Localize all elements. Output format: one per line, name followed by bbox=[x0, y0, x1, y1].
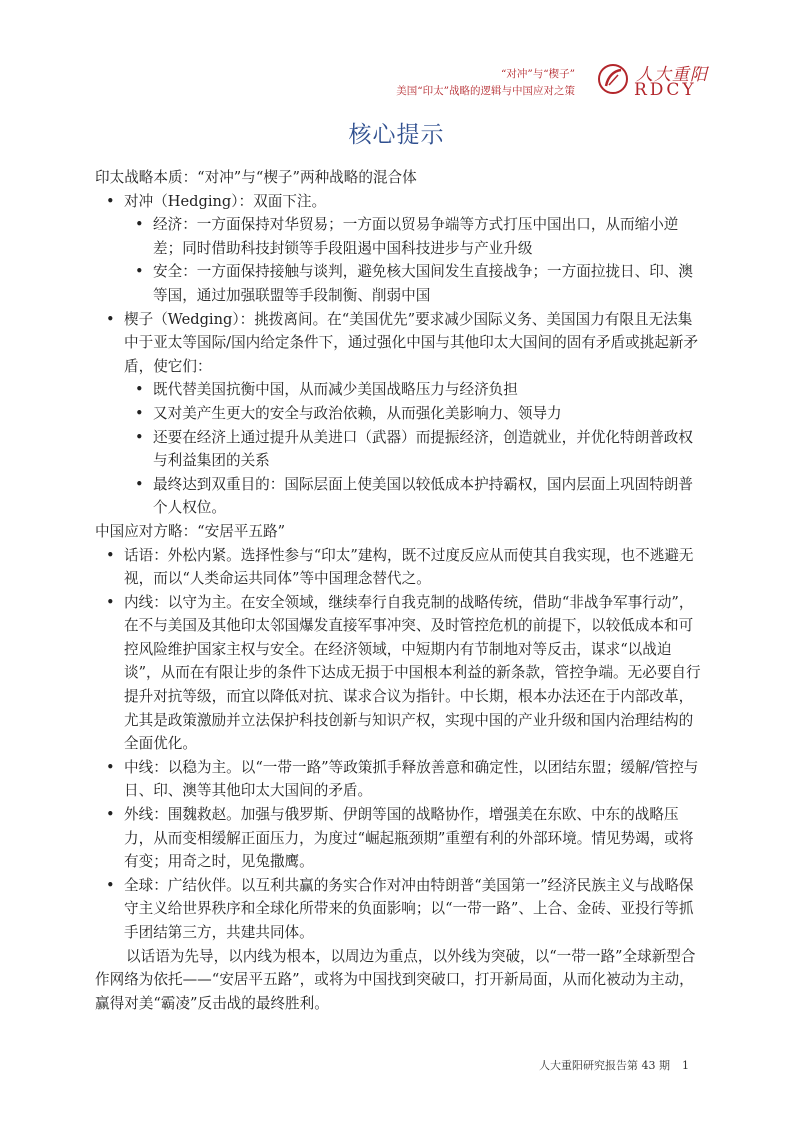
section-heading-response: 中国应对方略：“安居平五路” bbox=[95, 522, 286, 540]
sub-bullet-wedging-4: • 最终达到双重目的：国际层面上使美国以较低成本护持霸权，国内层面上巩固特朗普个人权位。 bbox=[95, 473, 705, 520]
sub-bullet-security: • 安全：一方面保持接触与谈判，避免核大国间发生直接战争；一方面拉拢日、印、澳等国，通过加强联盟等手段制衡、削弱中国 bbox=[95, 260, 705, 307]
sub-bullet-wedging-1: • 既代替美国抗衡中国，从而减少美国战略压力与经济负担 bbox=[95, 378, 705, 402]
page-number: 1 bbox=[682, 1059, 689, 1072]
rdcy-logo bbox=[596, 60, 708, 100]
bullet-wedging: • 楔子（Wedging）：挑拨离间。在“美国优先”要求减少国际义务、美国国力有限且无法集中于亚太等国际/国内给定条件下，通过强化中国与其他印太大国间的固有矛盾或挑起新矛盾，使它们： bbox=[95, 308, 705, 379]
document-body bbox=[95, 166, 705, 1015]
page-footer bbox=[539, 1057, 689, 1073]
rdcy-emblem-icon bbox=[596, 62, 630, 96]
bullet-global: • 全球：广结伙伴。以互利共赢的务实合作对冲由特朗普“美国第一”经济民族主义与战略保守主义给世界秩序和全球化所带来的负面影响；以“一带一路”、上合、金砖、亚投行等抓手团结第三方，共建共同体。 bbox=[95, 874, 705, 945]
page-title: 核心提示 bbox=[348, 122, 445, 148]
section-heading-strategy: 印太战略本质：“对冲”与“楔子”两种战略的混合体 bbox=[95, 169, 417, 186]
sub-bullet-economy: • 经济：一方面保持对华贸易；一方面以贸易争端等方式打压中国出口，从而缩小逆差；同时借助科技封锁等手段阻遏中国科技进步与产业升级 bbox=[95, 213, 705, 260]
bullet-discourse: • 话语：外松内紧。选择性参与“印太”建构，既不过度反应从而使其自我实现，也不逃避无视，而以“人类命运共同体”等中国理念替代之。 bbox=[95, 544, 705, 591]
logo-chinese-name: 人大重阳 bbox=[636, 65, 708, 85]
bullet-middle-line: • 中线：以稳为主。以“一带一路”等政策抓手释放善意和确定性，以团结东盟；缓解/管控与日、印、澳等其他印太大国间的矛盾。 bbox=[95, 756, 705, 803]
sub-bullet-wedging-3: • 还要在经济上通过提升从美进口（武器）而提振经济，创造就业，并优化特朗普政权与利益集团的关系 bbox=[95, 426, 705, 473]
report-issue: 人大重阳研究报告第 43 期 bbox=[539, 1059, 670, 1072]
header-subtitle-line1: “对冲”与“楔子” bbox=[501, 68, 575, 80]
bullet-outer-line: • 外线：围魏救赵。加强与俄罗斯、伊朗等国的战略协作，增强美在东欧、中东的战略压力，从而变相缓解正面压力，为度过“崛起瓶颈期”重塑有利的外部环境。情见势竭，或将有变；用奇之时，见兔撒鹰。 bbox=[95, 803, 705, 874]
closing-paragraph: 以话语为先导，以内线为根本，以周边为重点，以外线为突破，以“一带一路”全球新型合作网络为依托——“安居平五路”，或将为中国找到突破口，打开新局面，从而化被动为主动，赢得对美“霸凌”反击战的最终胜利。 bbox=[95, 947, 696, 1012]
bullet-inner-line: • 内线：以守为主。在安全领域，继续奉行自我克制的战略传统，借助“非战争军事行动”，在不与美国及其他印太邻国爆发直接军事冲突、及时管控危机的前提下，以较低成本和可控风险维护国家主权与安全。在经济领域，中短期内有节制地对等反击，谋求“以战迫谈”，从而在有限让步的条件下达成无损于中国根本利益的新条款，管控争端。无必要自行提升对抗等级，而宜以降低对抗、谋求合议为指针。中长期，根本办法还在于内部改革，尤其是政策激励并立法保护科技创新与知识产权，实现中国的产业升级和国内治理结构的全面优化。 bbox=[95, 591, 705, 756]
sub-bullet-wedging-2: • 又对美产生更大的安全与政治依赖，从而强化美影响力、领导力 bbox=[95, 402, 705, 426]
header-subtitle bbox=[396, 66, 575, 100]
bullet-hedging: • 对冲（Hedging）：双面下注。 bbox=[95, 190, 705, 214]
logo-english-name: RDCY bbox=[634, 80, 697, 100]
header-subtitle-line2: 美国“印太”战略的逻辑与中国应对之策 bbox=[396, 85, 575, 97]
